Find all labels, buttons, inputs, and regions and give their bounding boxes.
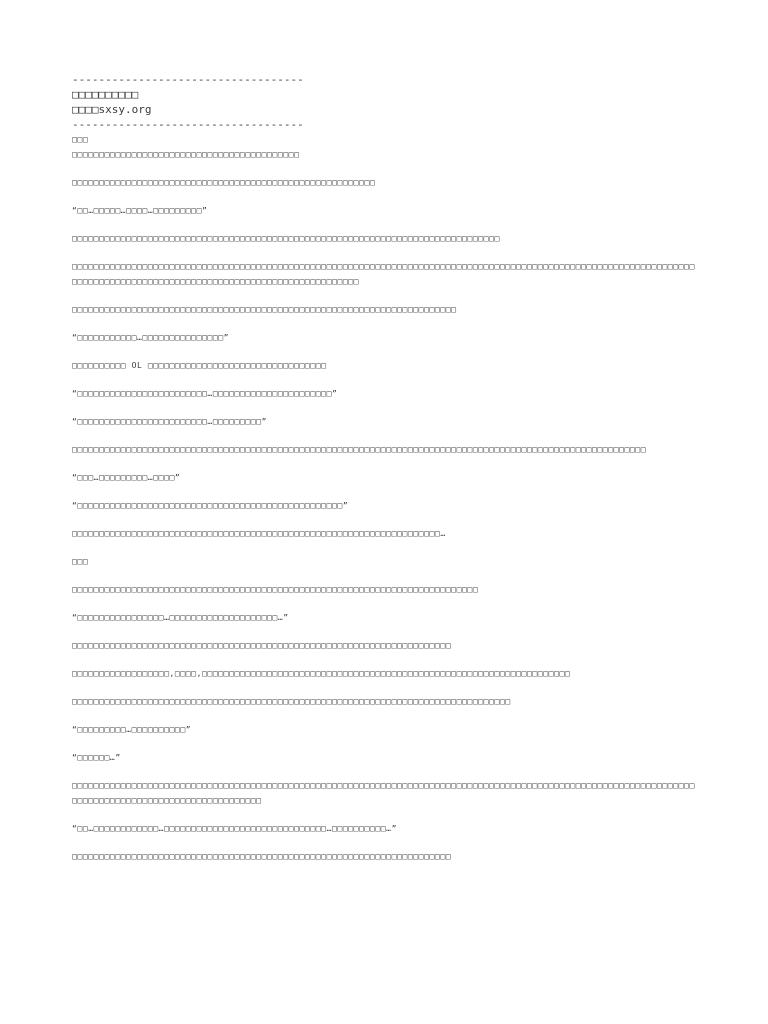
paragraph-23: □□□□□□□□□□□□□□□□□□□□□□□□□□□□□□□□□□□□□□□□□□□□□□□□□□□□□□□□□□□□□□□□□□□□□□□□□□□□□□□□□□□□□□□□□□□□□□□□□□□□□□□□□□□□□□□□□□□□□□□□□□□□□□□□□□□□□□□□□□□□□□□□□□□□□□	[72, 781, 695, 805]
paragraph-10: “□□□□□□□□□□□□□□□□□□□□□□□□…□□□□□□□□□”	[72, 417, 267, 426]
document-page	[72, 72, 698, 877]
paragraph-8: □□□□□□□□□□ OL □□□□□□□□□□□□□□□□□□□□□□□□□□□□□□□□□	[72, 361, 327, 370]
paragraph-20: □□□□□□□□□□□□□□□□□□□□□□□□□□□□□□□□□□□□□□□□□□□□□□□□□□□□□□□□□□□□□□□□□□□□□□□□□□□□□□□□□	[72, 697, 511, 706]
header-rule-bottom: -----------------------------------	[72, 118, 304, 131]
paragraph-22: “□□□□□□…”	[72, 753, 121, 762]
header-rule-top: -----------------------------------	[72, 73, 304, 86]
paragraph-14: □□□□□□□□□□□□□□□□□□□□□□□□□□□□□□□□□□□□□□□□□□□□□□□□□□□□□□□□□□□□□□□□□□□□…	[72, 529, 446, 538]
paragraph-13: “□□□□□□□□□□□□□□□□□□□□□□□□□□□□□□□□□□□□□□□□□□□□□□□□□”	[72, 501, 349, 510]
chapter-heading: □□□	[72, 135, 89, 144]
paragraph-5: □□□□□□□□□□□□□□□□□□□□□□□□□□□□□□□□□□□□□□□□□□□□□□□□□□□□□□□□□□□□□□□□□□□□□□□□□□□□□□□□□□□□□□□□□□□□□□□□□□□□□□□□□□□□□□□□□□□□□□□□□□□□□□□□□□□□□□□□□□□□□□□□□□□□□□□□□□□□□□□□□□□□□□□□	[72, 262, 695, 286]
header-title-line: □□□□□□□□□□	[72, 88, 139, 101]
paragraph-25: □□□□□□□□□□□□□□□□□□□□□□□□□□□□□□□□□□□□□□□□□□□□□□□□□□□□□□□□□□□□□□□□□□□□□□	[72, 852, 452, 861]
paragraph-4: □□□□□□□□□□□□□□□□□□□□□□□□□□□□□□□□□□□□□□□□□□□□□□□□□□□□□□□□□□□□□□□□□□□□□□□□□□□□□□□	[72, 234, 500, 243]
paragraph-24: “□□…□□□□□□□□□□□□…□□□□□□□□□□□□□□□□□□□□□□□□□□□□□□…□□□□□□□□□□…”	[72, 824, 397, 833]
paragraph-16: □□□□□□□□□□□□□□□□□□□□□□□□□□□□□□□□□□□□□□□□□□□□□□□□□□□□□□□□□□□□□□□□□□□□□□□□□□□	[72, 585, 479, 594]
header-site-line: □□□□sxsy.org	[72, 103, 152, 116]
paragraph-6: □□□□□□□□□□□□□□□□□□□□□□□□□□□□□□□□□□□□□□□□□□□□□□□□□□□□□□□□□□□□□□□□□□□□□□□	[72, 305, 457, 314]
paragraph-3: “□□…□□□□□…□□□□…□□□□□□□□□”	[72, 206, 208, 215]
paragraph-12: “□□□…□□□□□□□□□…□□□□”	[72, 473, 181, 482]
paragraph-1: □□□□□□□□□□□□□□□□□□□□□□□□□□□□□□□□□□□□□□□□□□	[72, 150, 300, 159]
paragraph-17: “□□□□□□□□□□□□□□□□…□□□□□□□□□□□□□□□□□□□□…”	[72, 613, 289, 622]
paragraph-2: □□□□□□□□□□□□□□□□□□□□□□□□□□□□□□□□□□□□□□□□□□□□□□□□□□□□□□□□	[72, 178, 376, 187]
section-heading: □□□	[72, 557, 89, 566]
paragraph-11: □□□□□□□□□□□□□□□□□□□□□□□□□□□□□□□□□□□□□□□□□□□□□□□□□□□□□□□□□□□□□□□□□□□□□□□□□□□□□□□□□□□□□□□□□□□□□□□□□□□□□□□□□□	[72, 445, 647, 454]
paragraph-18: □□□□□□□□□□□□□□□□□□□□□□□□□□□□□□□□□□□□□□□□□□□□□□□□□□□□□□□□□□□□□□□□□□□□□□	[72, 641, 452, 650]
paragraph-21: “□□□□□□□□□…□□□□□□□□□□”	[72, 725, 192, 734]
paragraph-19: □□□□□□□□□□□□□□□□□□,□□□□,□□□□□□□□□□□□□□□□□□□□□□□□□□□□□□□□□□□□□□□□□□□□□□□□□□□□□□□□□□□□□□□□□□□□	[72, 669, 571, 678]
paragraph-9: “□□□□□□□□□□□□□□□□□□□□□□□□…□□□□□□□□□□□□□□□□□□□□□□”	[72, 389, 338, 398]
paragraph-7: “□□□□□□□□□□□…□□□□□□□□□□□□□□□”	[72, 333, 230, 342]
